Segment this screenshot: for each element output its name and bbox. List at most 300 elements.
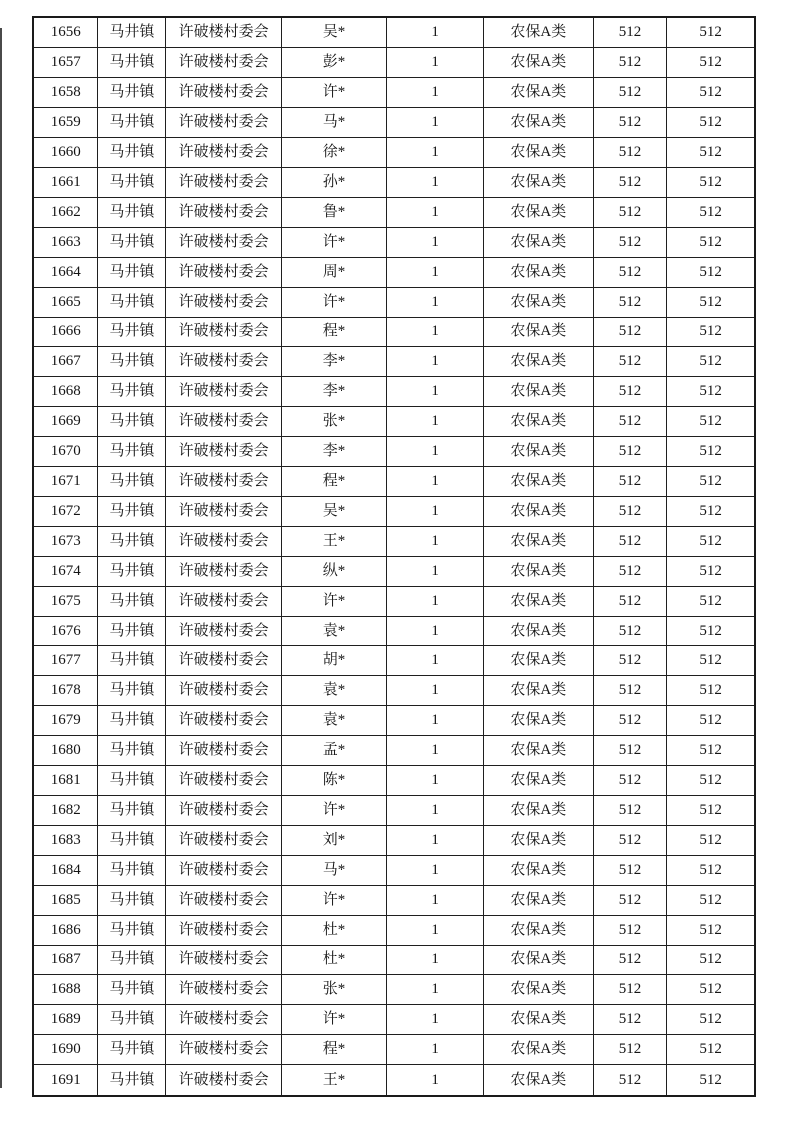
cell-category: 农保A类: [483, 227, 593, 257]
cell-seq: 1691: [33, 1065, 98, 1096]
cell-count: 1: [387, 706, 484, 736]
cell-category: 农保A类: [483, 496, 593, 526]
cell-amount-standard: 512: [593, 108, 667, 138]
cell-count: 1: [387, 825, 484, 855]
cell-town: 马井镇: [98, 377, 166, 407]
table-row: [33, 975, 755, 1005]
cell-amount-paid: 512: [667, 496, 755, 526]
cell-count: 1: [387, 586, 484, 616]
cell-amount-standard: 512: [593, 347, 667, 377]
cell-name: 袁*: [281, 616, 386, 646]
cell-village: 许破楼村委会: [166, 945, 282, 975]
cell-count: 1: [387, 377, 484, 407]
table-row: [33, 915, 755, 945]
cell-village: 许破楼村委会: [166, 616, 282, 646]
cell-category: 农保A类: [483, 556, 593, 586]
cell-category: 农保A类: [483, 257, 593, 287]
cell-village: 许破楼村委会: [166, 437, 282, 467]
cell-town: 马井镇: [98, 766, 166, 796]
cell-name: 周*: [281, 257, 386, 287]
cell-name: 程*: [281, 317, 386, 347]
cell-village: 许破楼村委会: [166, 347, 282, 377]
cell-name: 王*: [281, 526, 386, 556]
cell-amount-standard: 512: [593, 646, 667, 676]
cell-village: 许破楼村委会: [166, 407, 282, 437]
cell-seq: 1683: [33, 825, 98, 855]
cell-amount-standard: 512: [593, 736, 667, 766]
cell-name: 程*: [281, 1035, 386, 1065]
table-row: [33, 556, 755, 586]
cell-count: 1: [387, 526, 484, 556]
cell-seq: 1684: [33, 855, 98, 885]
cell-seq: 1689: [33, 1005, 98, 1035]
cell-seq: 1681: [33, 766, 98, 796]
cell-seq: 1659: [33, 108, 98, 138]
cell-town: 马井镇: [98, 227, 166, 257]
cell-amount-standard: 512: [593, 197, 667, 227]
cell-name: 马*: [281, 108, 386, 138]
cell-category: 农保A类: [483, 736, 593, 766]
cell-amount-paid: 512: [667, 676, 755, 706]
cell-category: 农保A类: [483, 1065, 593, 1096]
table-row: [33, 467, 755, 497]
cell-amount-paid: 512: [667, 437, 755, 467]
cell-count: 1: [387, 1065, 484, 1096]
cell-amount-standard: 512: [593, 17, 667, 48]
cell-village: 许破楼村委会: [166, 526, 282, 556]
cell-amount-standard: 512: [593, 945, 667, 975]
cell-village: 许破楼村委会: [166, 257, 282, 287]
cell-amount-standard: 512: [593, 586, 667, 616]
cell-name: 张*: [281, 407, 386, 437]
cell-town: 马井镇: [98, 467, 166, 497]
cell-seq: 1672: [33, 496, 98, 526]
cell-name: 李*: [281, 437, 386, 467]
cell-category: 农保A类: [483, 108, 593, 138]
cell-category: 农保A类: [483, 766, 593, 796]
cell-category: 农保A类: [483, 646, 593, 676]
cell-category: 农保A类: [483, 467, 593, 497]
cell-name: 许*: [281, 1005, 386, 1035]
cell-amount-paid: 512: [667, 855, 755, 885]
cell-count: 1: [387, 437, 484, 467]
table-row: [33, 855, 755, 885]
cell-seq: 1656: [33, 17, 98, 48]
cell-village: 许破楼村委会: [166, 915, 282, 945]
cell-name: 吴*: [281, 496, 386, 526]
cell-amount-paid: 512: [667, 915, 755, 945]
cell-amount-standard: 512: [593, 1005, 667, 1035]
cell-seq: 1690: [33, 1035, 98, 1065]
cell-amount-paid: 512: [667, 167, 755, 197]
cell-name: 许*: [281, 586, 386, 616]
cell-village: 许破楼村委会: [166, 855, 282, 885]
cell-amount-paid: 512: [667, 706, 755, 736]
cell-count: 1: [387, 108, 484, 138]
cell-village: 许破楼村委会: [166, 227, 282, 257]
cell-name: 吴*: [281, 17, 386, 48]
cell-town: 马井镇: [98, 317, 166, 347]
cell-name: 王*: [281, 1065, 386, 1096]
cell-category: 农保A类: [483, 48, 593, 78]
cell-amount-standard: 512: [593, 676, 667, 706]
cell-village: 许破楼村委会: [166, 138, 282, 168]
cell-category: 农保A类: [483, 796, 593, 826]
cell-count: 1: [387, 796, 484, 826]
cell-amount-standard: 512: [593, 825, 667, 855]
cell-village: 许破楼村委会: [166, 197, 282, 227]
cell-category: 农保A类: [483, 526, 593, 556]
cell-amount-standard: 512: [593, 556, 667, 586]
cell-count: 1: [387, 915, 484, 945]
cell-category: 农保A类: [483, 407, 593, 437]
table-row: [33, 796, 755, 826]
cell-name: 杜*: [281, 915, 386, 945]
table-row: [33, 945, 755, 975]
table-row: [33, 676, 755, 706]
cell-seq: 1658: [33, 78, 98, 108]
cell-town: 马井镇: [98, 78, 166, 108]
cell-category: 农保A类: [483, 915, 593, 945]
cell-amount-paid: 512: [667, 197, 755, 227]
cell-amount-paid: 512: [667, 317, 755, 347]
table-row: [33, 227, 755, 257]
cell-town: 马井镇: [98, 616, 166, 646]
cell-town: 马井镇: [98, 1065, 166, 1096]
cell-village: 许破楼村委会: [166, 1035, 282, 1065]
table-row: [33, 377, 755, 407]
table-row: [33, 646, 755, 676]
table-row: [33, 197, 755, 227]
table-row: [33, 347, 755, 377]
cell-name: 许*: [281, 287, 386, 317]
cell-category: 农保A类: [483, 676, 593, 706]
cell-amount-paid: 512: [667, 975, 755, 1005]
cell-town: 马井镇: [98, 526, 166, 556]
cell-amount-standard: 512: [593, 227, 667, 257]
cell-seq: 1688: [33, 975, 98, 1005]
cell-amount-paid: 512: [667, 287, 755, 317]
page-edge-artifact: [0, 28, 2, 1088]
cell-amount-paid: 512: [667, 48, 755, 78]
cell-count: 1: [387, 17, 484, 48]
cell-seq: 1680: [33, 736, 98, 766]
table-row: [33, 825, 755, 855]
cell-category: 农保A类: [483, 885, 593, 915]
cell-count: 1: [387, 736, 484, 766]
cell-amount-paid: 512: [667, 526, 755, 556]
cell-count: 1: [387, 1005, 484, 1035]
cell-seq: 1678: [33, 676, 98, 706]
cell-village: 许破楼村委会: [166, 646, 282, 676]
table-row: [33, 496, 755, 526]
cell-town: 马井镇: [98, 885, 166, 915]
cell-category: 农保A类: [483, 437, 593, 467]
cell-amount-standard: 512: [593, 885, 667, 915]
table-row: [33, 706, 755, 736]
cell-amount-standard: 512: [593, 48, 667, 78]
cell-seq: 1687: [33, 945, 98, 975]
cell-count: 1: [387, 885, 484, 915]
cell-category: 农保A类: [483, 317, 593, 347]
table-row: [33, 1035, 755, 1065]
cell-category: 农保A类: [483, 347, 593, 377]
cell-category: 农保A类: [483, 197, 593, 227]
cell-amount-paid: 512: [667, 766, 755, 796]
cell-village: 许破楼村委会: [166, 48, 282, 78]
cell-village: 许破楼村委会: [166, 467, 282, 497]
cell-name: 杜*: [281, 945, 386, 975]
cell-town: 马井镇: [98, 287, 166, 317]
cell-amount-paid: 512: [667, 347, 755, 377]
cell-count: 1: [387, 496, 484, 526]
cell-town: 马井镇: [98, 108, 166, 138]
cell-village: 许破楼村委会: [166, 676, 282, 706]
cell-amount-paid: 512: [667, 825, 755, 855]
table-row: [33, 167, 755, 197]
table-row: [33, 736, 755, 766]
cell-town: 马井镇: [98, 556, 166, 586]
cell-town: 马井镇: [98, 676, 166, 706]
cell-village: 许破楼村委会: [166, 766, 282, 796]
table-row: [33, 407, 755, 437]
table-row: [33, 526, 755, 556]
cell-amount-standard: 512: [593, 855, 667, 885]
cell-town: 马井镇: [98, 586, 166, 616]
cell-name: 程*: [281, 467, 386, 497]
cell-seq: 1661: [33, 167, 98, 197]
cell-seq: 1679: [33, 706, 98, 736]
cell-category: 农保A类: [483, 287, 593, 317]
cell-seq: 1663: [33, 227, 98, 257]
cell-amount-standard: 512: [593, 287, 667, 317]
cell-category: 农保A类: [483, 945, 593, 975]
cell-amount-paid: 512: [667, 586, 755, 616]
cell-village: 许破楼村委会: [166, 78, 282, 108]
cell-town: 马井镇: [98, 1035, 166, 1065]
cell-town: 马井镇: [98, 17, 166, 48]
cell-village: 许破楼村委会: [166, 108, 282, 138]
cell-village: 许破楼村委会: [166, 1065, 282, 1096]
cell-amount-standard: 512: [593, 78, 667, 108]
cell-amount-standard: 512: [593, 496, 667, 526]
cell-category: 农保A类: [483, 377, 593, 407]
cell-name: 马*: [281, 855, 386, 885]
cell-category: 农保A类: [483, 167, 593, 197]
cell-town: 马井镇: [98, 407, 166, 437]
cell-village: 许破楼村委会: [166, 377, 282, 407]
data-table: [32, 16, 756, 1097]
cell-name: 孙*: [281, 167, 386, 197]
table-row: [33, 766, 755, 796]
cell-village: 许破楼村委会: [166, 556, 282, 586]
cell-count: 1: [387, 766, 484, 796]
cell-seq: 1673: [33, 526, 98, 556]
cell-category: 农保A类: [483, 586, 593, 616]
cell-count: 1: [387, 646, 484, 676]
cell-town: 马井镇: [98, 945, 166, 975]
cell-town: 马井镇: [98, 1005, 166, 1035]
cell-village: 许破楼村委会: [166, 317, 282, 347]
cell-name: 许*: [281, 885, 386, 915]
cell-seq: 1677: [33, 646, 98, 676]
cell-seq: 1682: [33, 796, 98, 826]
cell-seq: 1660: [33, 138, 98, 168]
cell-seq: 1668: [33, 377, 98, 407]
cell-name: 许*: [281, 796, 386, 826]
table-row: [33, 138, 755, 168]
cell-name: 胡*: [281, 646, 386, 676]
cell-amount-standard: 512: [593, 407, 667, 437]
cell-amount-paid: 512: [667, 885, 755, 915]
cell-amount-standard: 512: [593, 766, 667, 796]
cell-category: 农保A类: [483, 1035, 593, 1065]
cell-town: 马井镇: [98, 706, 166, 736]
cell-count: 1: [387, 1035, 484, 1065]
cell-category: 农保A类: [483, 1005, 593, 1035]
cell-count: 1: [387, 287, 484, 317]
cell-town: 马井镇: [98, 437, 166, 467]
cell-category: 农保A类: [483, 616, 593, 646]
cell-town: 马井镇: [98, 915, 166, 945]
cell-amount-paid: 512: [667, 138, 755, 168]
cell-name: 彭*: [281, 48, 386, 78]
cell-amount-standard: 512: [593, 467, 667, 497]
cell-amount-paid: 512: [667, 78, 755, 108]
cell-village: 许破楼村委会: [166, 287, 282, 317]
table-row: [33, 78, 755, 108]
cell-town: 马井镇: [98, 496, 166, 526]
cell-amount-paid: 512: [667, 556, 755, 586]
cell-amount-standard: 512: [593, 257, 667, 287]
cell-category: 农保A类: [483, 17, 593, 48]
table-row: [33, 108, 755, 138]
cell-count: 1: [387, 467, 484, 497]
table-row: [33, 257, 755, 287]
cell-seq: 1675: [33, 586, 98, 616]
cell-amount-paid: 512: [667, 796, 755, 826]
cell-name: 鲁*: [281, 197, 386, 227]
cell-count: 1: [387, 347, 484, 377]
cell-category: 农保A类: [483, 706, 593, 736]
cell-village: 许破楼村委会: [166, 825, 282, 855]
cell-seq: 1676: [33, 616, 98, 646]
table-row: [33, 885, 755, 915]
cell-amount-standard: 512: [593, 706, 667, 736]
cell-town: 马井镇: [98, 48, 166, 78]
cell-amount-standard: 512: [593, 526, 667, 556]
cell-town: 马井镇: [98, 796, 166, 826]
cell-category: 农保A类: [483, 138, 593, 168]
cell-name: 徐*: [281, 138, 386, 168]
cell-count: 1: [387, 616, 484, 646]
cell-amount-paid: 512: [667, 616, 755, 646]
cell-seq: 1657: [33, 48, 98, 78]
cell-count: 1: [387, 317, 484, 347]
cell-count: 1: [387, 855, 484, 885]
cell-town: 马井镇: [98, 347, 166, 377]
cell-count: 1: [387, 556, 484, 586]
table-row: [33, 1005, 755, 1035]
cell-name: 纵*: [281, 556, 386, 586]
cell-seq: 1667: [33, 347, 98, 377]
cell-village: 许破楼村委会: [166, 796, 282, 826]
cell-name: 李*: [281, 347, 386, 377]
table-row: [33, 17, 755, 48]
cell-seq: 1662: [33, 197, 98, 227]
cell-seq: 1674: [33, 556, 98, 586]
cell-amount-paid: 512: [667, 1035, 755, 1065]
cell-amount-paid: 512: [667, 1005, 755, 1035]
cell-amount-paid: 512: [667, 736, 755, 766]
cell-town: 马井镇: [98, 257, 166, 287]
cell-count: 1: [387, 945, 484, 975]
cell-amount-paid: 512: [667, 257, 755, 287]
cell-count: 1: [387, 138, 484, 168]
cell-amount-paid: 512: [667, 227, 755, 257]
cell-amount-paid: 512: [667, 467, 755, 497]
cell-town: 马井镇: [98, 736, 166, 766]
cell-amount-standard: 512: [593, 796, 667, 826]
cell-seq: 1671: [33, 467, 98, 497]
cell-town: 马井镇: [98, 825, 166, 855]
cell-seq: 1670: [33, 437, 98, 467]
cell-town: 马井镇: [98, 167, 166, 197]
cell-count: 1: [387, 407, 484, 437]
cell-amount-standard: 512: [593, 616, 667, 646]
cell-name: 许*: [281, 227, 386, 257]
cell-amount-standard: 512: [593, 975, 667, 1005]
cell-count: 1: [387, 227, 484, 257]
cell-town: 马井镇: [98, 855, 166, 885]
table-row: [33, 317, 755, 347]
cell-name: 张*: [281, 975, 386, 1005]
cell-name: 袁*: [281, 706, 386, 736]
cell-town: 马井镇: [98, 975, 166, 1005]
cell-amount-standard: 512: [593, 437, 667, 467]
cell-amount-paid: 512: [667, 407, 755, 437]
table-row: [33, 616, 755, 646]
cell-town: 马井镇: [98, 138, 166, 168]
cell-name: 李*: [281, 377, 386, 407]
cell-village: 许破楼村委会: [166, 885, 282, 915]
cell-name: 许*: [281, 78, 386, 108]
cell-seq: 1669: [33, 407, 98, 437]
cell-village: 许破楼村委会: [166, 736, 282, 766]
cell-amount-standard: 512: [593, 317, 667, 347]
cell-seq: 1686: [33, 915, 98, 945]
cell-village: 许破楼村委会: [166, 706, 282, 736]
cell-name: 刘*: [281, 825, 386, 855]
cell-category: 农保A类: [483, 78, 593, 108]
cell-amount-paid: 512: [667, 945, 755, 975]
cell-amount-paid: 512: [667, 108, 755, 138]
table-row: [33, 586, 755, 616]
cell-seq: 1685: [33, 885, 98, 915]
cell-amount-standard: 512: [593, 915, 667, 945]
table-body: [33, 17, 755, 1096]
cell-amount-standard: 512: [593, 138, 667, 168]
cell-seq: 1666: [33, 317, 98, 347]
cell-amount-standard: 512: [593, 1035, 667, 1065]
cell-category: 农保A类: [483, 855, 593, 885]
cell-name: 陈*: [281, 766, 386, 796]
cell-village: 许破楼村委会: [166, 496, 282, 526]
cell-town: 马井镇: [98, 197, 166, 227]
cell-amount-standard: 512: [593, 167, 667, 197]
cell-count: 1: [387, 676, 484, 706]
cell-amount-standard: 512: [593, 377, 667, 407]
